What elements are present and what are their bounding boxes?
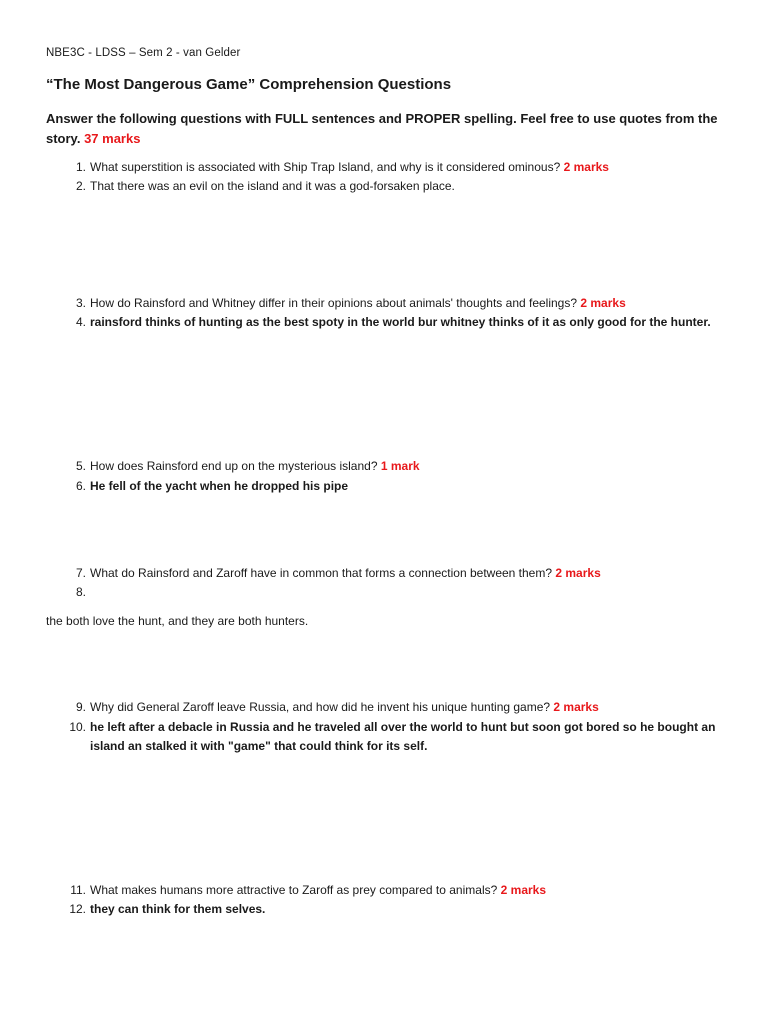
question-text: What makes humans more attractive to Zaroff as prey compared to animals? xyxy=(90,883,498,897)
item-number: 12. xyxy=(69,902,86,916)
item-number: 10. xyxy=(69,720,86,734)
instructions xyxy=(46,109,726,149)
item-number: 2. xyxy=(75,179,86,193)
item-number: 6. xyxy=(75,479,86,493)
question-text: What superstition is associated with Ship Trap Island, and why is it considered ominous? xyxy=(90,160,561,174)
item-number: 7. xyxy=(75,566,86,580)
instructions-text: Answer the following questions with FULL sentences and PROPER spelling. Feel free to use quotes from the story. xyxy=(46,111,718,146)
question-text: How does Rainsford end up on the mysterious island? xyxy=(90,459,378,473)
question-text: What do Rainsford and Zaroff have in common that forms a connection between them? xyxy=(90,566,553,580)
item-number: 3. xyxy=(75,296,86,310)
answer-text: they can think for them selves. xyxy=(90,902,266,916)
item-number: 11. xyxy=(70,883,86,897)
answer-text: He fell of the yacht when he dropped his pipe xyxy=(90,479,349,493)
document-title: “The Most Dangerous Game” Comprehension Questions xyxy=(46,76,452,93)
total-marks: 37 marks xyxy=(84,131,141,146)
course-header: NBE3C - LDSS – Sem 2 - van Gelder xyxy=(46,47,241,59)
item-number: 4. xyxy=(75,315,86,329)
question-marks: 2 marks xyxy=(500,883,547,897)
question-marks: 2 marks xyxy=(553,700,599,714)
loose-answer-text: the both love the hunt, and they are both hunters. xyxy=(46,614,309,628)
answer-text: That there was an evil on the island and it was a god-forsaken place. xyxy=(90,179,455,193)
item-number: 1. xyxy=(75,160,86,174)
question-marks: 2 marks xyxy=(563,160,609,174)
answer-text: he left after a debacle in Russia and he traveled all over the world to hunt but soon got bored so he bought an island an stalked it with "game" that could think for its self. xyxy=(90,720,716,753)
item-number: 5. xyxy=(75,459,86,473)
item-number: 8. xyxy=(75,585,86,599)
question-marks: 2 marks xyxy=(580,296,626,310)
question-text: Why did General Zaroff leave Russia, and how did he invent his unique hunting game? xyxy=(90,700,551,714)
item-number: 9. xyxy=(75,700,86,714)
question-text: How do Rainsford and Whitney differ in their opinions about animals' thoughts and feelings? xyxy=(90,296,578,310)
question-marks: 1 mark xyxy=(380,459,420,473)
question-marks: 2 marks xyxy=(555,566,601,580)
answer-text: rainsford thinks of hunting as the best spoty in the world bur whitney thinks of it as only good for the hunter. xyxy=(90,315,711,329)
